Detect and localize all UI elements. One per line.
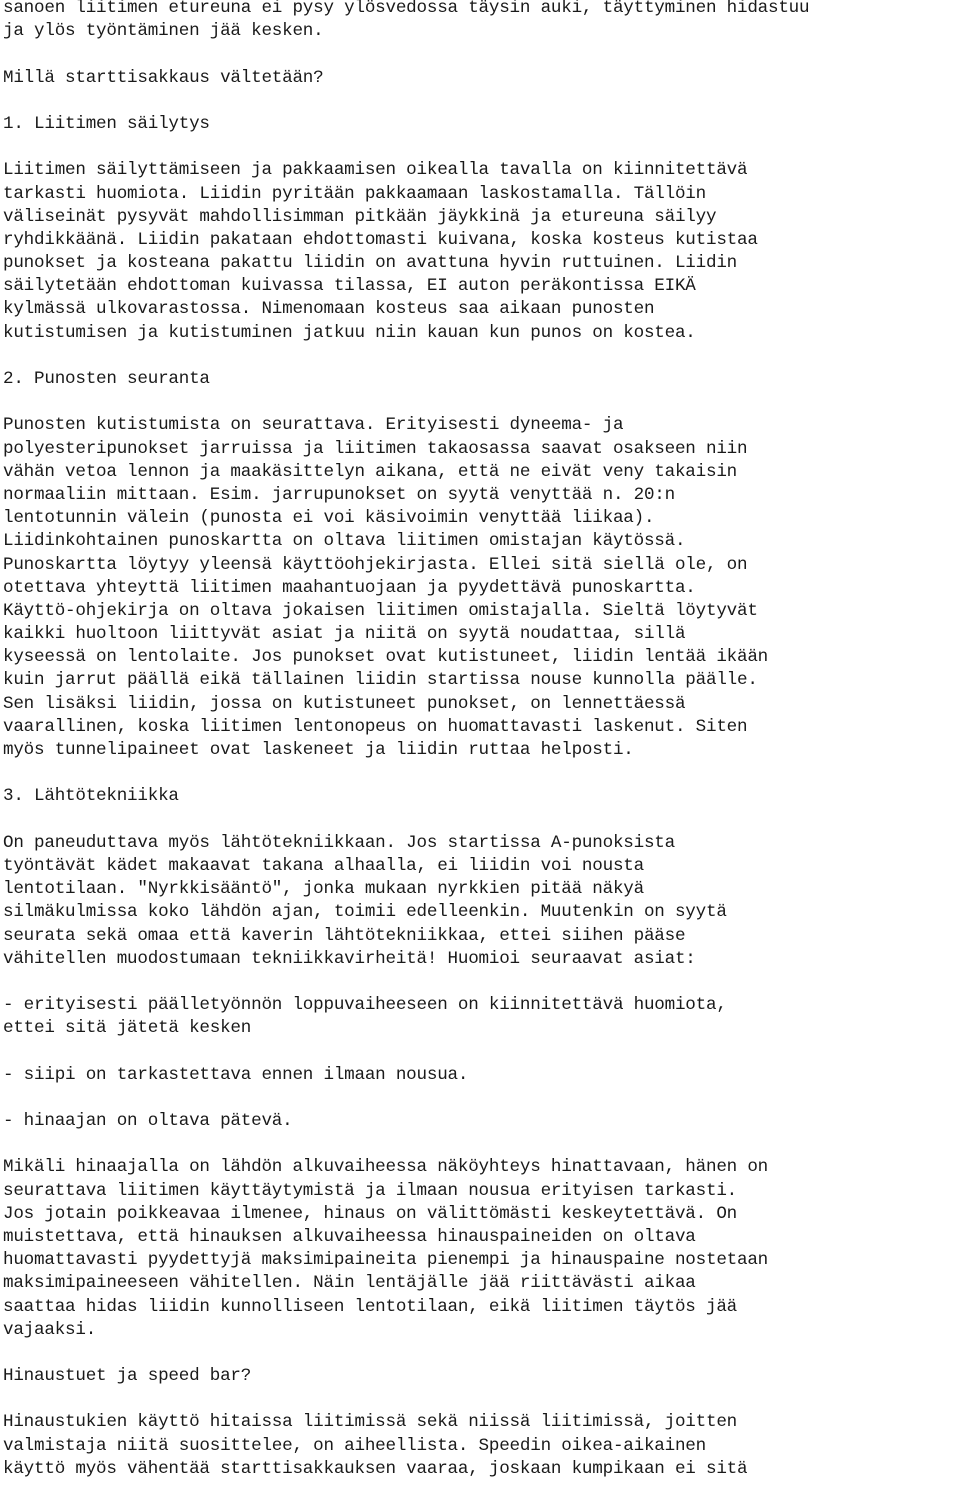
paragraph [3,1110,958,1133]
text-line: Millä starttisakkaus vältetään? [3,67,324,88]
text-line: On paneuduttava myös lähtötekniikkaan. Jos startissa A-punoksista [3,832,675,853]
text-line: Sen lisäksi liidin, jossa on kutistuneet punokset, on lennettäessä [3,693,686,714]
paragraph-gap [3,971,958,994]
paragraph-gap [3,43,958,66]
text-line: Liitimen säilyttämiseen ja pakkaamisen oikealla tavalla on kiinnitettävä [3,160,748,181]
text-line: huomattavasti pyydettyjä maksimipaineita pienempi ja hinauspaine nostetaan [3,1250,769,1271]
text-line: otettava yhteyttä liitimen maahantuojaan ja pyydettävä punoskartta. [3,577,696,598]
text-line: muistettava, että hinauksen alkuvaiheessa hinauspaineiden on oltava [3,1226,696,1247]
text-line: punokset ja kosteana pakattu liidin on avattuna hyvin ruttuinen. Liidin [3,253,737,274]
text-line: väliseinät pysyvät mahdollisimman pitkään jäykkinä ja etureuna säilyy [3,206,717,227]
paragraph [3,1411,958,1481]
text-line: kylmässä ulkovarastossa. Nimenomaan kosteus saa aikaan punosten [3,299,655,320]
text-line: seurata sekä omaa että kaverin lähtötekniikkaa, ettei siihen pääse [3,925,686,946]
text-line: saattaa hidas liidin kunnolliseen lentotilaan, eikä liitimen täytös jää [3,1296,737,1317]
text-line: kyseessä on lentolaite. Jos punokset ovat kutistuneet, liidin lentää ikään [3,647,769,668]
text-line: - siipi on tarkastettava ennen ilmaan nousua. [3,1064,469,1085]
text-line: tarkasti huomiota. Liidin pyritään pakkaamaan laskostamalla. Tällöin [3,183,706,204]
text-line: Käyttö-ohjekirja on oltava jokaisen liitimen omistajalla. Sieltä löytyvät [3,600,758,621]
paragraph [3,1156,958,1342]
text-line: myös tunnelipaineet ovat laskeneet ja liidin ruttaa helposti. [3,740,634,760]
text-line: - hinaajan on oltava pätevä. [3,1111,293,1131]
text-line: säilytetään ehdottoman kuivassa tilassa, EI auton peräkontissa EIKÄ [3,276,696,297]
text-line: seurattava liitimen käyttäytymistä ja ilmaan nousua erityisen tarkasti. [3,1180,737,1201]
text-line: ryhdikkäänä. Liidin pakataan ehdottomasti kuivana, koska kosteus kutistaa [3,229,758,250]
text-line: ettei sitä jätetä kesken [3,1018,252,1039]
text-line: sanoen liitimen etureuna ei pysy ylösvedossa täysin auki, täyttyminen hidastuu [3,0,810,18]
paragraph [3,1365,958,1388]
paragraph-gap [3,345,958,368]
paragraph [3,414,958,762]
text-line: polyesteripunokset jarruissa ja liitimen takaosassa saavat osakseen niin [3,438,748,459]
paragraph-gap [3,1133,958,1156]
paragraph [3,785,958,808]
text-line: työntävät kädet makaavat takana alhaalla, ei liidin voi nousta [3,855,644,876]
text-line: Punosten kutistumista on seurattava. Erityisesti dyneema- ja [3,415,624,436]
text-line: vaarallinen, koska liitimen lentonopeus on huomattavasti laskenut. Siten [3,716,748,737]
text-line: 3. Lähtötekniikka [3,786,179,807]
text-line: vajaaksi. [3,1319,97,1340]
text-line: Hinaustuet ja speed bar? [3,1366,252,1387]
paragraph [3,994,958,1040]
paragraph-gap [3,809,958,832]
paragraph [3,368,958,391]
text-line: ja ylös työntäminen jää kesken. [3,21,324,42]
paragraph-gap [3,90,958,113]
paragraph [3,159,958,345]
paragraph [3,832,958,971]
paragraph [3,1064,958,1087]
paragraph [3,0,958,43]
paragraph-gap [3,391,958,414]
text-line: Jos jotain poikkeavaa ilmenee, hinaus on välittömästi keskeytettävä. On [3,1203,737,1224]
paragraph-gap [3,1087,958,1110]
paragraph-gap [3,1388,958,1411]
text-line: lentotilaan. "Nyrkkisääntö", jonka mukaan nyrkkien pitää näkyä [3,879,644,900]
text-line: vähitellen muodostumaan tekniikkavirheitä! Huomioi seuraavat asiat: [3,948,696,969]
paragraph [3,113,958,136]
text-line: 1. Liitimen säilytys [3,113,210,134]
text-line: normaaliin mittaan. Esim. jarrupunokset on syytä venyttää n. 20:n [3,484,675,505]
paragraph-gap [3,136,958,159]
paragraph-gap [3,762,958,785]
document-body [3,0,958,1481]
text-line: - erityisesti päälletyönnön loppuvaiheeseen on kiinnitettävä huomiota, [3,995,727,1016]
paragraph [3,67,958,90]
text-line: käyttö myös vähentää starttisakkauksen vaaraa, joskaan kumpikaan ei sitä [3,1458,748,1479]
paragraph-gap [3,1040,958,1063]
text-line: Punoskartta löytyy yleensä käyttöohjekirjasta. Ellei sitä siellä ole, on [3,554,748,575]
text-line: lentotunnin välein (punosta ei voi käsivoimin venyttää liikaa). [3,508,655,529]
text-line: kaikki huoltoon liittyvät asiat ja niitä on syytä noudattaa, sillä [3,624,686,645]
text-line: valmistaja niitä suosittelee, on aiheellista. Speedin oikea-aikainen [3,1435,706,1456]
text-line: kutistumisen ja kutistuminen jatkuu niin kauan kun punos on kostea. [3,322,696,343]
text-line: kuin jarrut päällä eikä tällainen liidin startissa nouse kunnolla päälle. [3,670,758,691]
text-line: 2. Punosten seuranta [3,369,210,389]
paragraph-gap [3,1342,958,1365]
text-line: Mikäli hinaajalla on lähdön alkuvaiheessa näköyhteys hinattavaan, hänen on [3,1157,769,1178]
text-line: maksimipaineeseen vähitellen. Näin lentäjälle jää riittävästi aikaa [3,1273,696,1294]
text-line: Hinaustukien käyttö hitaissa liitimissä sekä niissä liitimissä, joitten [3,1412,737,1433]
text-line: silmäkulmissa koko lähdön ajan, toimii edelleenkin. Muutenkin on syytä [3,902,727,923]
text-line: vähän vetoa lennon ja maakäsittelyn aikana, että ne eivät veny takaisin [3,461,737,482]
text-line: Liidinkohtainen punoskartta on oltava liitimen omistajan käytössä. [3,531,686,552]
